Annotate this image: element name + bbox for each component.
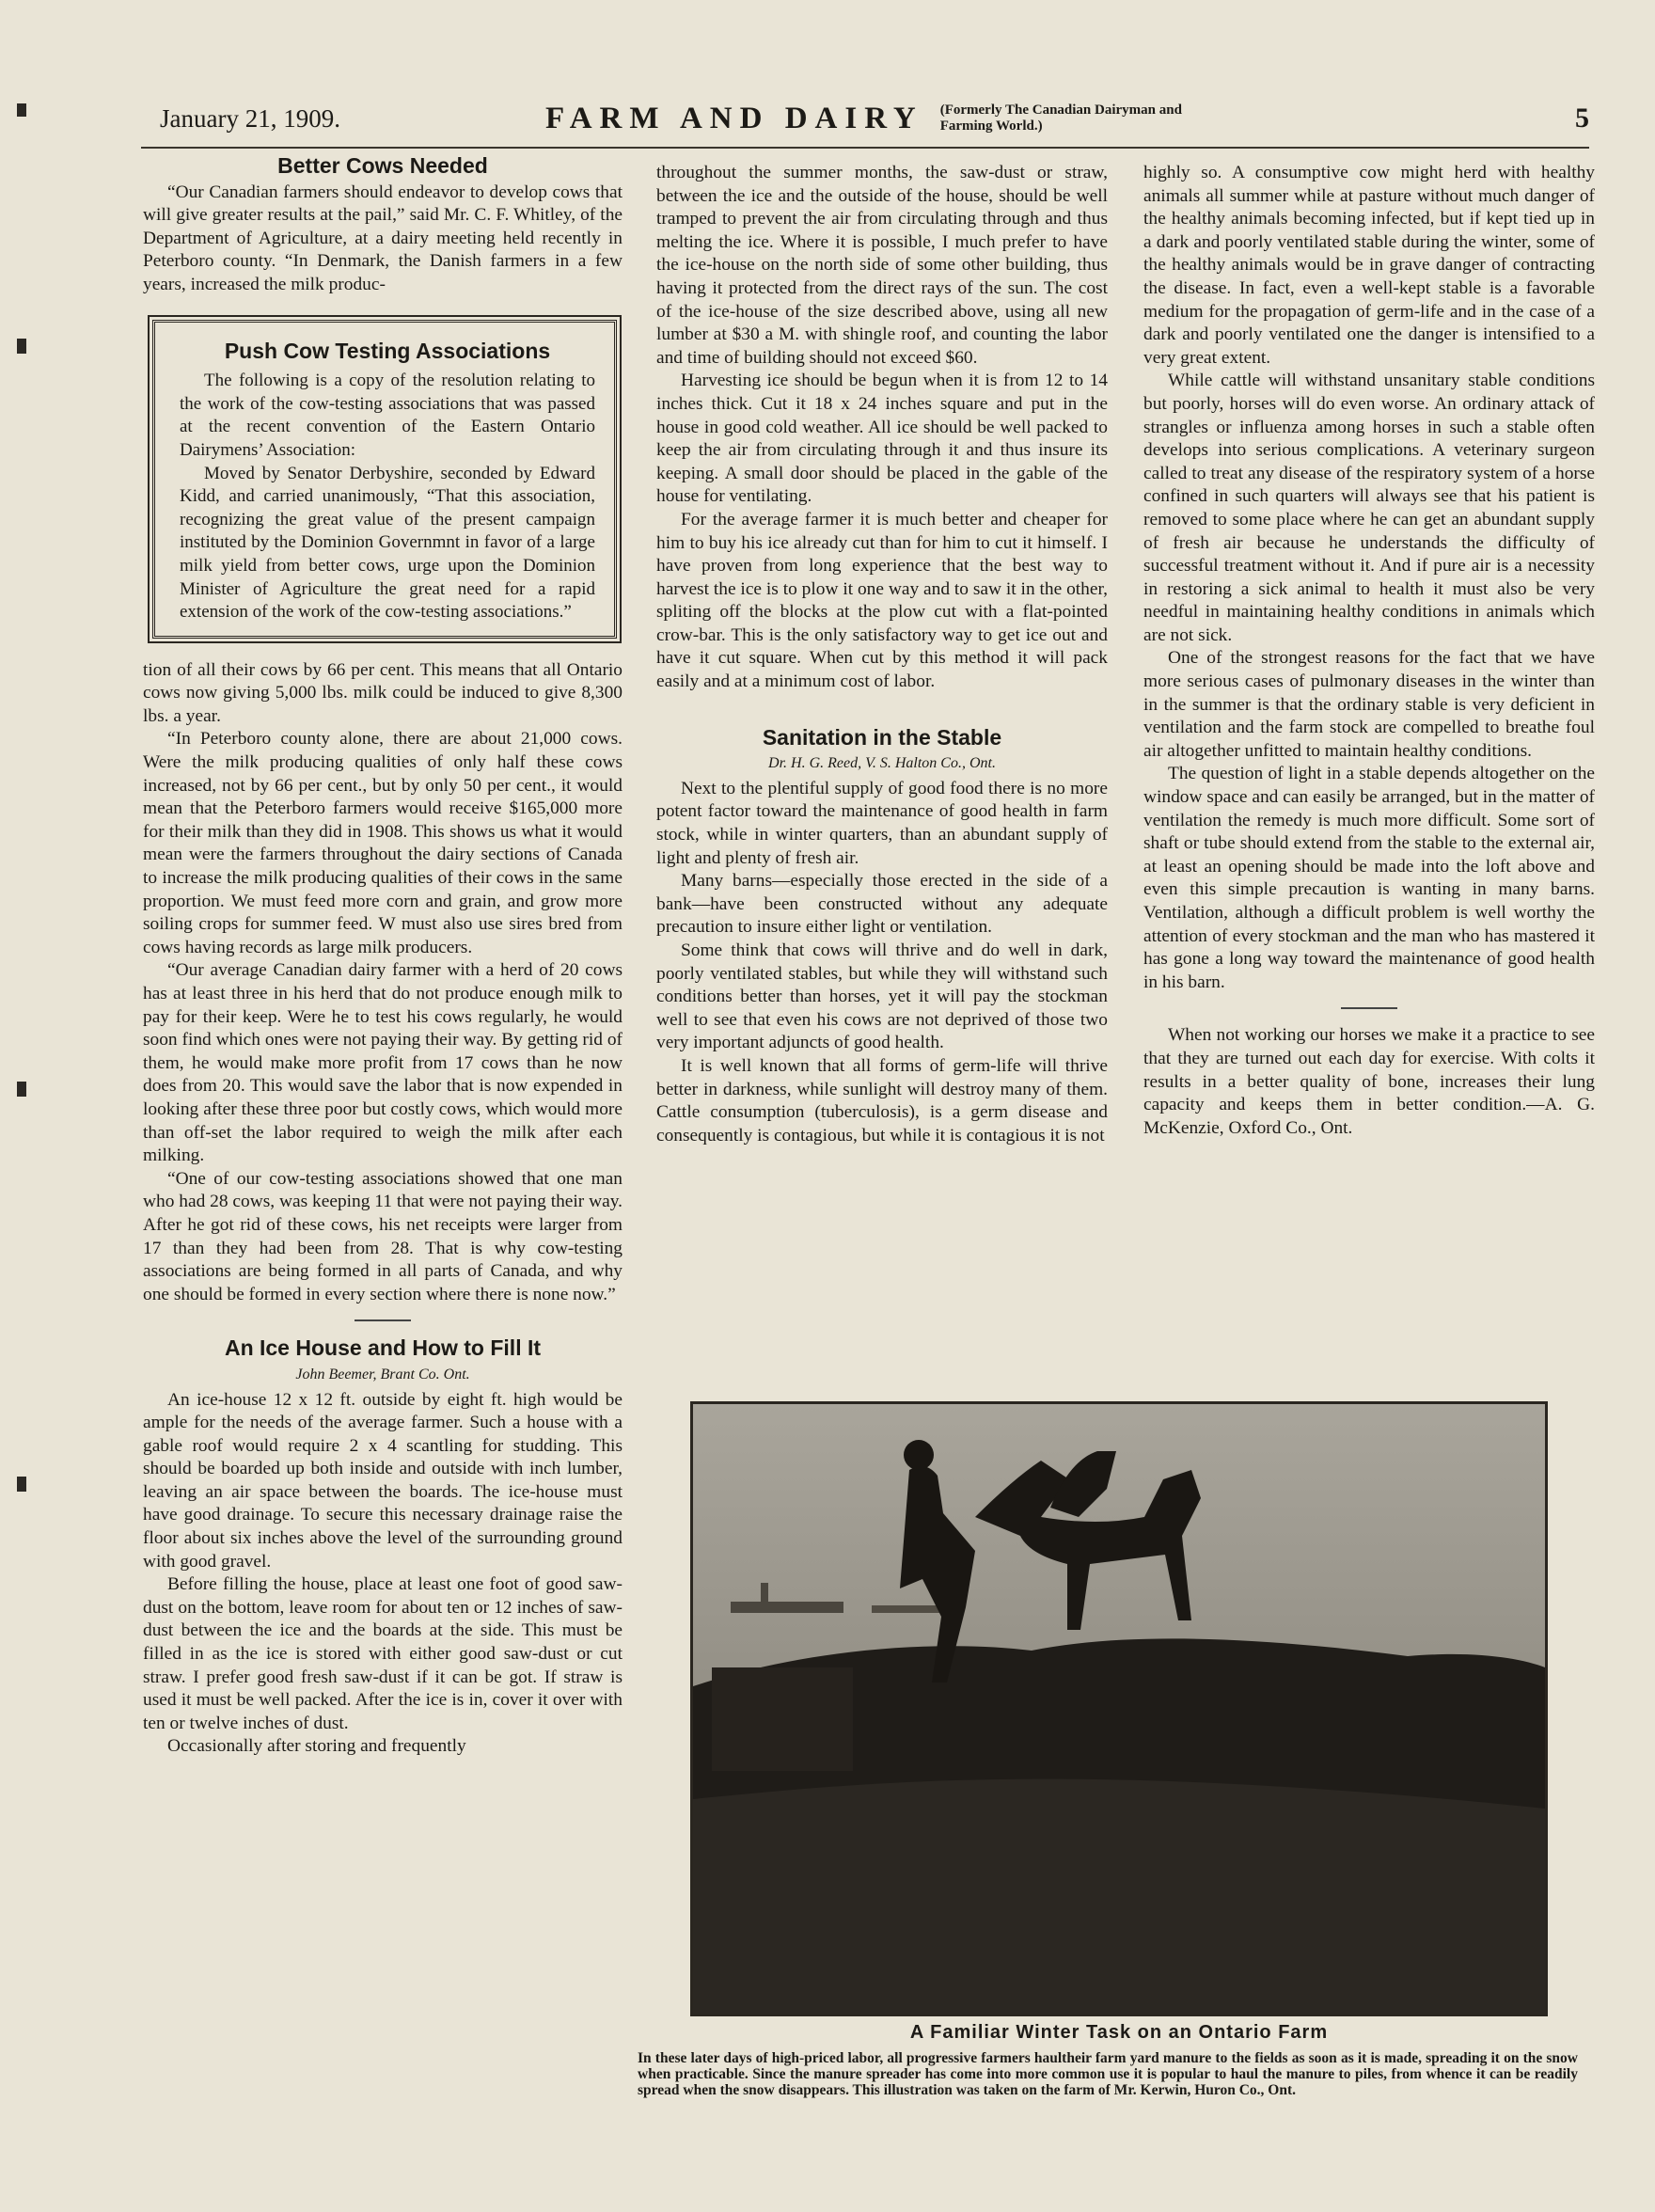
section-separator — [1341, 1007, 1397, 1009]
article-paragraph: “In Peterboro county alone, there are about 21,000 cows. Were the milk producing qualities of only half these cows increased, not by 66 per cent., but by only 50 per cent., it would mean that the Peterboro farmers would receive $165,000 more for their milk than they did in 1908. This shows us what it would mean were the farmers throughout the dairy sections of Canada to increase the milk producing qualities of their cows in the same proportion. We must feed more corn and grain, and grow more soiling crops for summer feed. W must also use sires bred from cows having records as large milk producers. — [143, 729, 623, 957]
article-paragraph: tion of all their cows by 66 per cent. This means that all Ontario cows now giving 5,000 lbs. milk could be induced to give 8,300 lbs. a year. — [143, 659, 623, 726]
article-paragraph: While cattle will withstand unsanitary stable conditions but poorly, horses will do even worse. An ordinary attack of strangles or influenza among horses in such a stable often develops into serious complications. A veterinary surgeon called to treat any disease of the respiratory system of a horse confined in such quarters will always see that his patient is removed to some place where he can get an abundant supply of fresh air because he understands the difficulty of successful treatment without it. And if pure air is a necessity in restoring a sick animal to health it must also be very needful in maintaining healthy conditions in animals which are not sick. — [1143, 371, 1595, 645]
margin-mark — [17, 1477, 26, 1492]
box-paragraph: The following is a copy of the resolution relating to the work of the cow-testing associations that was passed at the recent convention of the Eastern Ontario Dairymens’ Association: — [180, 371, 595, 460]
article-paragraph: “Our average Canadian dairy farmer with a herd of 20 cows has at least three in his herd that do not produce enough milk to pay for their keep. Were he to test his cows regularly, he would soon find which ones were not paying their way. By getting rid of them, he would make more profit from 17 cows than he now does from 20. This would save the labor that is now expended in looking after these three poor but costly cows, which would more than off-set the labor required to weigh the milk after each milking. — [143, 960, 623, 1166]
article-paragraph: “Our Canadian farmers should endeavor to develop cows that will give greater results at the pail,” said Mr. C. F. Whitley, of the Department of Agriculture, at a dairy meeting held recently in Peterboro county. “In Denmark, the Danish farmers in a few years, increased the milk produc- — [143, 182, 623, 294]
article-paragraph: Occasionally after storing and frequently — [167, 1736, 466, 1757]
article-paragraph: An ice-house 12 x 12 ft. outside by eight ft. high would be ample for the needs of the average farmer. Such a house with a gable roof would require 2 x 4 scantling for studding. This should be boarded up both inside and outside with inch lumber, leaving an air space between the boards. The ice-house must have good drainage. To secure this necessary drainage raise the floor about six inches above the level of the surrounding ground with good gravel. — [143, 1389, 623, 1572]
horses-note: When not working our horses we make it a practice to see that they are turned out each day for exercise. With colts it results in a better quality of bone, increases their lung capacity and keeps them in better condition.—A. G. McKenzie, Oxford Co., Ont. — [1143, 1025, 1595, 1138]
article-heading-better-cows: Better Cows Needed — [277, 153, 488, 178]
margin-mark — [17, 339, 26, 354]
article-paragraph: It is well known that all forms of germ-life will thrive better in darkness, while sunlight will destroy many of them. Cattle consumption (tuberculosis), is a germ disease and consequently is contagious, but while it is contagious it is not — [656, 1055, 1108, 1146]
article-paragraph: “One of our cow-testing associations showed that one man who had 28 cows, was keeping 11 that were not paying their way. After he got rid of these cows, his net receipts were larger from 17 than they had been from 28. That is why cow-testing associations are being formed in all parts of Canada, and why one should be formed in every section where there is none now.” — [143, 1168, 623, 1304]
margin-mark — [17, 1082, 26, 1097]
article-heading-ice-house: An Ice House and How to Fill It — [224, 1335, 542, 1361]
article-paragraph: The question of light in a stable depends altogether on the window space and can easily be arranged, but in the matter of ventilation the remedy is much more difficult. Some sort of shaft or tube should extend from the stable to the external air, at least an opening should be made into the loft above and even this simple precaution is wanting in many barns. Ventilation, although a difficult problem is well worthy the attention of every stockman and the man who has mastered it has gone a long way toward the maintenance of good health in his barn. — [1143, 764, 1595, 992]
page-header — [160, 92, 1589, 145]
masthead-subtitle: (Formerly The Canadian Dairyman and Farming World.) — [939, 103, 1182, 134]
article-paragraph: Before filling the house, place at least one foot of good saw-dust on the bottom, leave room for about ten or 12 inches of saw-dust between the ice and the boards at the side. This must be filled in as the ice is stored with either good saw-dust or cut straw. I prefer good fresh saw-dust if it can be got. If straw is used it must be well packed. After the ice is in, cover it over with ten or twelve inches of dust. — [143, 1574, 623, 1733]
boxed-notice — [152, 320, 617, 639]
article-paragraph: One of the strongest reasons for the fact that we have more serious cases of pulmonary diseases in the winter than in the summer is that the ordinary stable is very deficient in ventilation and the farm stock are compelled to breathe foul air altogether unfitted to maintain healthy conditions. — [1143, 648, 1595, 761]
article-paragraph: Many barns—especially those erected in the side of a bank—have been constructed without any adequate precaution to insure either light or ventilation. — [656, 871, 1108, 938]
article-paragraph: throughout the summer months, the saw-dust or straw, between the ice and the outside of the house, should be well tramped to prevent the air from circulating through and thus melting the ice. Where it is possible, I much prefer to have the ice-house on the north side of some other building, thus having it protected from the direct rays of the sun. The cost of the ice-house of the size described above, using all new lumber at $30 a M. with shingle roof, and counting the labor and time of building should not exceed $60. — [656, 163, 1108, 368]
header-rule — [141, 147, 1589, 149]
column-1 — [143, 150, 623, 1759]
article-heading-sanitation: Sanitation in the Stable — [762, 724, 1002, 750]
photo-caption-text: In these later days of high-priced labor, all progressive farmers haultheir farm yard manure to the fields as soon as it is made, spreading it on the snow when practicable. Since the manure spreader has come into more common use it is popular to haul the manure to piles, from whence it can be readily spread when the snow disappears. This illustration was taken on the farm of Mr. Kerwin, Huron Co., Ont. — [638, 2050, 1578, 2098]
box-heading: Push Cow Testing Associations — [224, 338, 551, 363]
issue-date: January 21, 1909. — [160, 103, 340, 133]
margin-mark — [17, 103, 26, 117]
article-byline: Dr. H. G. Reed, V. S. Halton Co., Ont. — [768, 755, 996, 772]
article-paragraph: Harvesting ice should be begun when it is from 12 to 14 inches thick. Cut it 18 x 24 inches square and put in the house in good cold weather. All ice should be well packed to keep the air from circulating through it and thus insure its keeping. A small door should be placed in the gable of the house for ventilating. — [656, 371, 1108, 507]
column-3 — [1143, 162, 1595, 1140]
section-separator — [355, 1319, 411, 1321]
article-paragraph: For the average farmer it is much better and cheaper for him to buy his ice already cut than for him to cut it himself. I have proven from long experience that the best way to harvest the ice is to plow it one way and to saw it in the other, spliting off the blocks at the plow cut with a flat-pointed crow-bar. This is the only satisfactory way to get ice out and have it cut square. When cut by this method it will pack easily and at a minimum cost of labor. — [656, 509, 1108, 692]
farm-scene-image — [693, 1404, 1545, 2014]
article-paragraph: Next to the plentiful supply of good food there is no more potent factor toward the maintenance of good health in farm stock, while in winter quarters, than an abundant supply of light and plenty of fresh air. — [656, 778, 1108, 868]
article-paragraph: highly so. A consumptive cow might herd with healthy animals all summer while at pasture without much danger of the healthy animals becoming infected, but if kept tied up in a dark and poorly ventilated stable during the winter, some of the healthy animals would be in grave danger of contracting the disease. In fact, even a well-kept stable is a favorable medium for the propagation of germ-life and in the case of a dark and poorly ventilated one the danger is intensified to a very great extent. — [1143, 163, 1595, 368]
masthead-title: FARM AND DAIRY — [545, 101, 923, 135]
photo-caption-title: A Familiar Winter Task on an Ontario Farm — [909, 2022, 1329, 2043]
farm-photo — [690, 1401, 1548, 2016]
page-number: 5 — [1575, 103, 1589, 134]
article-byline: John Beemer, Brant Co. Ont. — [295, 1366, 470, 1382]
box-paragraph: Moved by Senator Derbyshire, seconded by Edward Kidd, and carried unanimously, “That this association, recognizing the great value of the present campaign instituted by the Dominion Governmnt in favor of a large milk yield from better cows, urge upon the Dominion Minister of Agriculture the great need for a rapid extension of the work of the cow-testing associations.” — [180, 463, 595, 623]
article-paragraph: Some think that cows will thrive and do well in dark, poorly ventilated stables, but while they will withstand such conditions better than horses, yet it will pay the stockman well to see that even his cows are not deprived of those two very important adjuncts of good health. — [656, 940, 1108, 1053]
column-2 — [656, 162, 1108, 1147]
